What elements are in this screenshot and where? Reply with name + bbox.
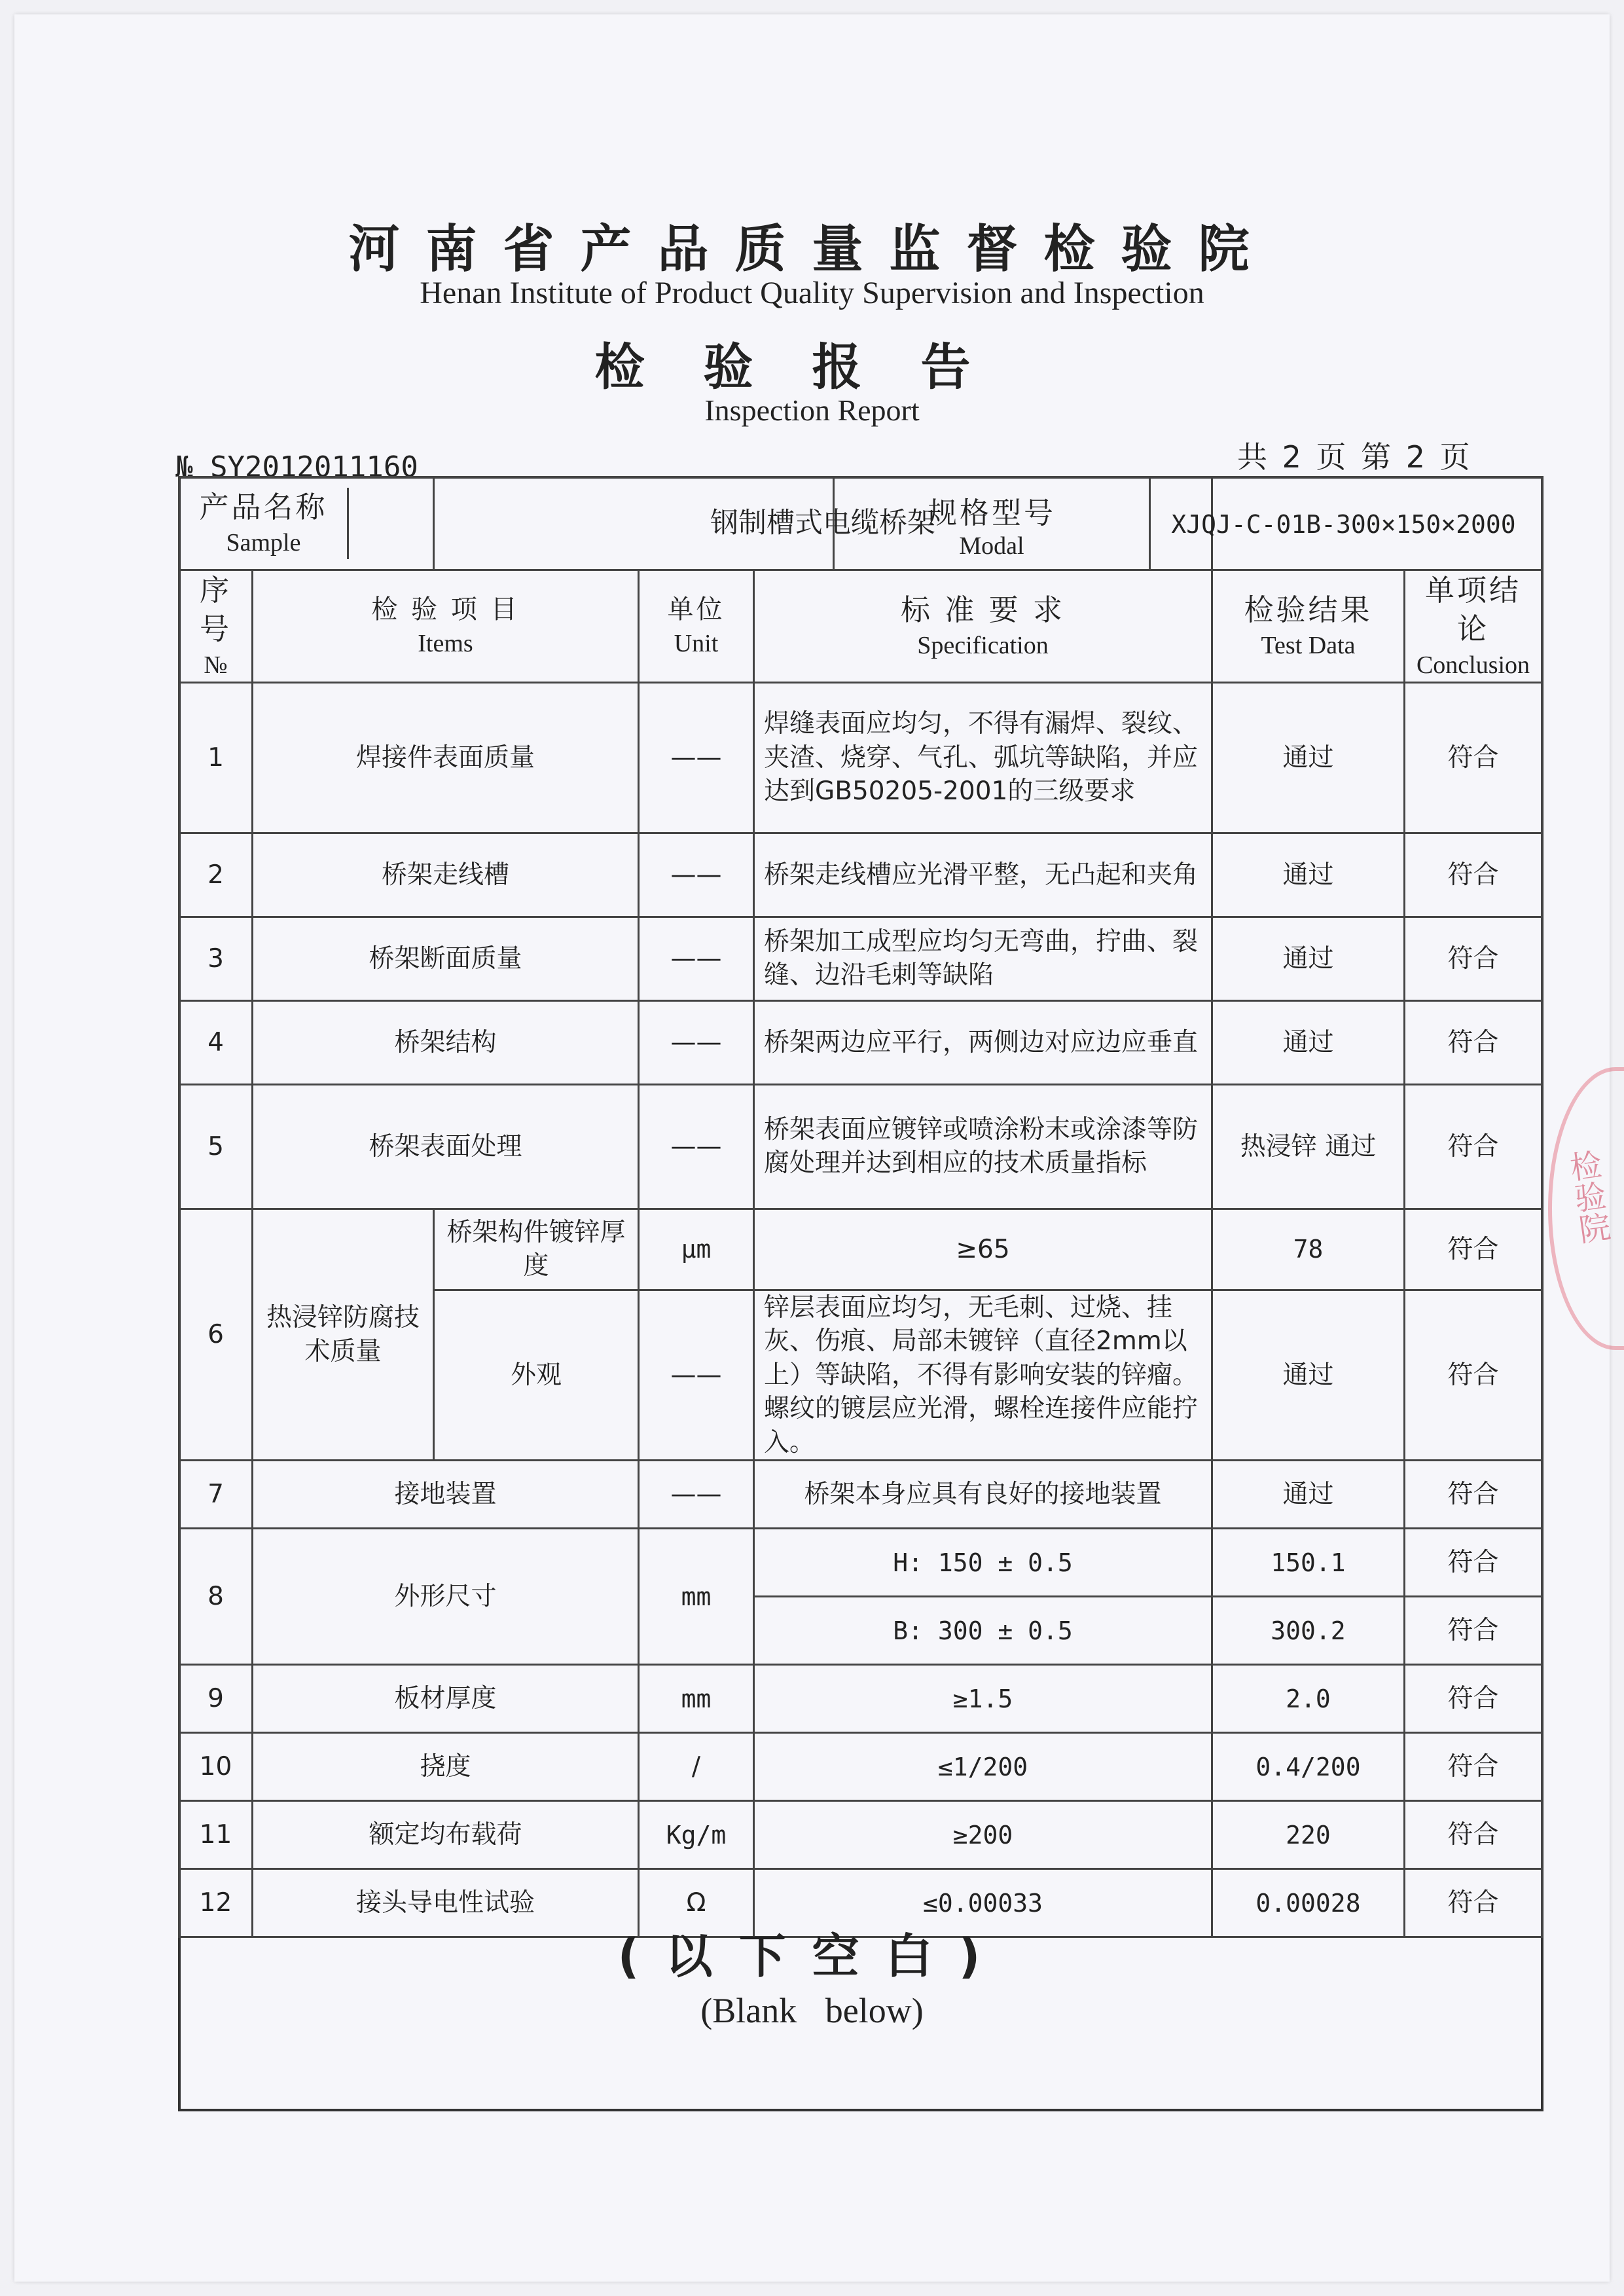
row-spec: 锌层表面应均匀，无毛刺、过烧、挂灰、伤痕、局部未镀锌（直径2mm以上）等缺陷，不得有影响安装的锌瘤。螺纹的镀层应光滑，螺栓连接件应能拧入。 [754,1290,1212,1460]
institute-name-cn: 河南省产品质量监督检验院 [348,220,1276,279]
results-table [178,569,1543,1938]
row-conclusion: 符合 [1405,1733,1542,1801]
row-result: 2.0 [1212,1665,1405,1733]
seal-text: 检验院 [1562,1147,1612,1247]
col-result-cn: 检验结果 [1244,592,1373,627]
row-unit: —— [639,1290,754,1460]
row-conclusion: 符合 [1405,1209,1542,1290]
sample-label-cn: 产品名称 [199,489,328,524]
row-result: 通过 [1212,833,1405,917]
report-title-cn: 检验报告 [594,338,1030,396]
row-spec: 桥架加工成型应均匀无弯曲，拧曲、裂缝、边沿毛刺等缺陷 [754,917,1212,1000]
row-conclusion: 符合 [1405,1869,1542,1937]
row-result: 0.00028 [1212,1869,1405,1937]
col-result-en: Test Data [1261,632,1356,660]
row-conclusion: 符合 [1405,833,1542,917]
row-result: 通过 [1212,1290,1405,1460]
row-spec: 桥架表面应镀锌或喷涂粉末或涂漆等防腐处理并达到相应的技术质量指标 [754,1084,1212,1209]
row-result: 0.4/200 [1212,1733,1405,1801]
row-spec: 桥架本身应具有良好的接地装置 [754,1461,1212,1529]
row-conclusion: 符合 [1405,1000,1542,1084]
row-item: 焊接件表面质量 [253,682,639,833]
col-conclusion-cn: 单项结论 [1424,573,1521,647]
row-spec: H: 150 ± 0.5 [754,1529,1212,1597]
row-spec: 桥架走线槽应光滑平整，无凸起和夹角 [754,833,1212,917]
col-spec [754,570,1212,683]
table-row [179,1665,1542,1733]
col-items [253,570,639,683]
row-no: 8 [179,1529,253,1665]
model-value: XJQJ-C-01B-300×150×2000 [1171,510,1516,539]
col-conclusion-en: Conclusion [1416,651,1530,679]
col-conclusion [1405,570,1542,683]
row-result: 150.1 [1212,1529,1405,1597]
sample-label [179,477,434,570]
row-conclusion: 符合 [1405,1665,1542,1733]
report-title-en: Inspection Report [704,393,920,427]
row-spec: ≤0.00033 [754,1869,1212,1937]
sample-value: 钢制槽式电缆桥架 [434,477,1212,570]
row-result: 300.2 [1212,1597,1405,1665]
col-no-en: № [204,651,228,679]
col-items-en: Items [418,629,473,657]
col-unit-cn: 单位 [667,594,725,625]
table-row [179,1084,1542,1209]
row-item: 桥架走线槽 [253,833,639,917]
row-item: 接头导电性试验 [253,1869,639,1937]
row-no: 10 [179,1733,253,1801]
col-no-cn: 序号 [199,573,232,647]
row-no: 11 [179,1801,253,1869]
col-unit-en: Unit [674,629,719,657]
row-result: 78 [1212,1209,1405,1290]
row-no: 9 [179,1665,253,1733]
row-conclusion: 符合 [1405,1290,1542,1460]
row-conclusion: 符合 [1405,1529,1542,1597]
row-conclusion: 符合 [1405,1084,1542,1209]
row-item: 挠度 [253,1733,639,1801]
col-result [1212,570,1405,683]
row-conclusion: 符合 [1405,917,1542,1000]
column-header-row [179,570,1542,683]
row-unit: mm [639,1665,754,1733]
row-spec: ≥1.5 [754,1665,1212,1733]
row-unit: —— [639,682,754,833]
table-row [179,1461,1542,1529]
row-subitem: 外观 [434,1290,639,1460]
table-row [179,917,1542,1000]
row-result: 通过 [1212,1000,1405,1084]
row-no: 7 [179,1461,253,1529]
col-no [179,570,253,683]
table-row [179,1733,1542,1801]
sample-label-en: Sample [226,529,301,557]
table-row [179,1801,1542,1869]
row-conclusion: 符合 [1405,1597,1542,1665]
model-label [833,478,1151,571]
col-items-cn: 检 验 项 目 [371,594,520,625]
row-unit: Kg/m [639,1801,754,1869]
row-spec: ≤1/200 [754,1733,1212,1801]
row-unit: mm [639,1529,754,1665]
model-label-en: Modal [959,532,1024,560]
row-unit: —— [639,1084,754,1209]
row-unit: —— [639,1000,754,1084]
table-row [179,1000,1542,1084]
row-subitem: 桥架构件镀锌厚度 [434,1209,639,1290]
row-conclusion: 符合 [1405,1801,1542,1869]
row-unit: μm [639,1209,754,1290]
page-indicator: 共 2 页 第 2 页 [1237,439,1473,475]
row-no: 3 [179,917,253,1000]
model-label-cn: 规格型号 [927,495,1056,530]
col-spec-en: Specification [917,632,1049,660]
row-unit: —— [639,1461,754,1529]
row-unit: —— [639,833,754,917]
row-item: 桥架表面处理 [253,1084,639,1209]
blank-below-en: (Blank below) [700,1991,924,2030]
row-result: 220 [1212,1801,1405,1869]
row-item: 额定均布载荷 [253,1801,639,1869]
row-no: 12 [179,1869,253,1937]
row-no: 6 [179,1209,253,1460]
row-result: 通过 [1212,682,1405,833]
row-item: 外形尺寸 [253,1529,639,1665]
row-spec: B: 300 ± 0.5 [754,1597,1212,1665]
row-unit: —— [639,917,754,1000]
row-item: 热浸锌防腐技术质量 [253,1209,434,1460]
table-row [179,682,1542,833]
row-no: 1 [179,682,253,833]
row-spec: ≥65 [754,1209,1212,1290]
table-row [179,1529,1542,1597]
row-result: 热浸锌 通过 [1212,1084,1405,1209]
row-spec: 焊缝表面应均匀，不得有漏焊、裂纹、夹渣、烧穿、气孔、弧坑等缺陷，并应达到GB50205-2001的三级要求 [754,682,1212,833]
blank-below-cn: (以下空白) [617,1929,1007,1984]
table-row [179,1209,1542,1290]
row-unit: Ω [639,1869,754,1937]
row-item: 桥架结构 [253,1000,639,1084]
row-item: 板材厚度 [253,1665,639,1733]
row-no: 5 [179,1084,253,1209]
row-unit: / [639,1733,754,1801]
institute-name-en: Henan Institute of Product Quality Supervision and Inspection [420,276,1204,310]
row-spec: ≥200 [754,1801,1212,1869]
row-item: 桥架断面质量 [253,917,639,1000]
row-no: 2 [179,833,253,917]
row-item: 接地装置 [253,1461,639,1529]
row-conclusion: 符合 [1405,1461,1542,1529]
row-result: 通过 [1212,917,1405,1000]
row-result: 通过 [1212,1461,1405,1529]
col-spec-cn: 标 准 要 求 [901,592,1065,627]
report-number: № SY2012011160 [175,450,418,484]
col-unit [639,570,754,683]
table-row [179,833,1542,917]
row-spec: 桥架两边应平行，两侧边对应边应垂直 [754,1000,1212,1084]
row-no: 4 [179,1000,253,1084]
row-conclusion: 符合 [1405,682,1542,833]
